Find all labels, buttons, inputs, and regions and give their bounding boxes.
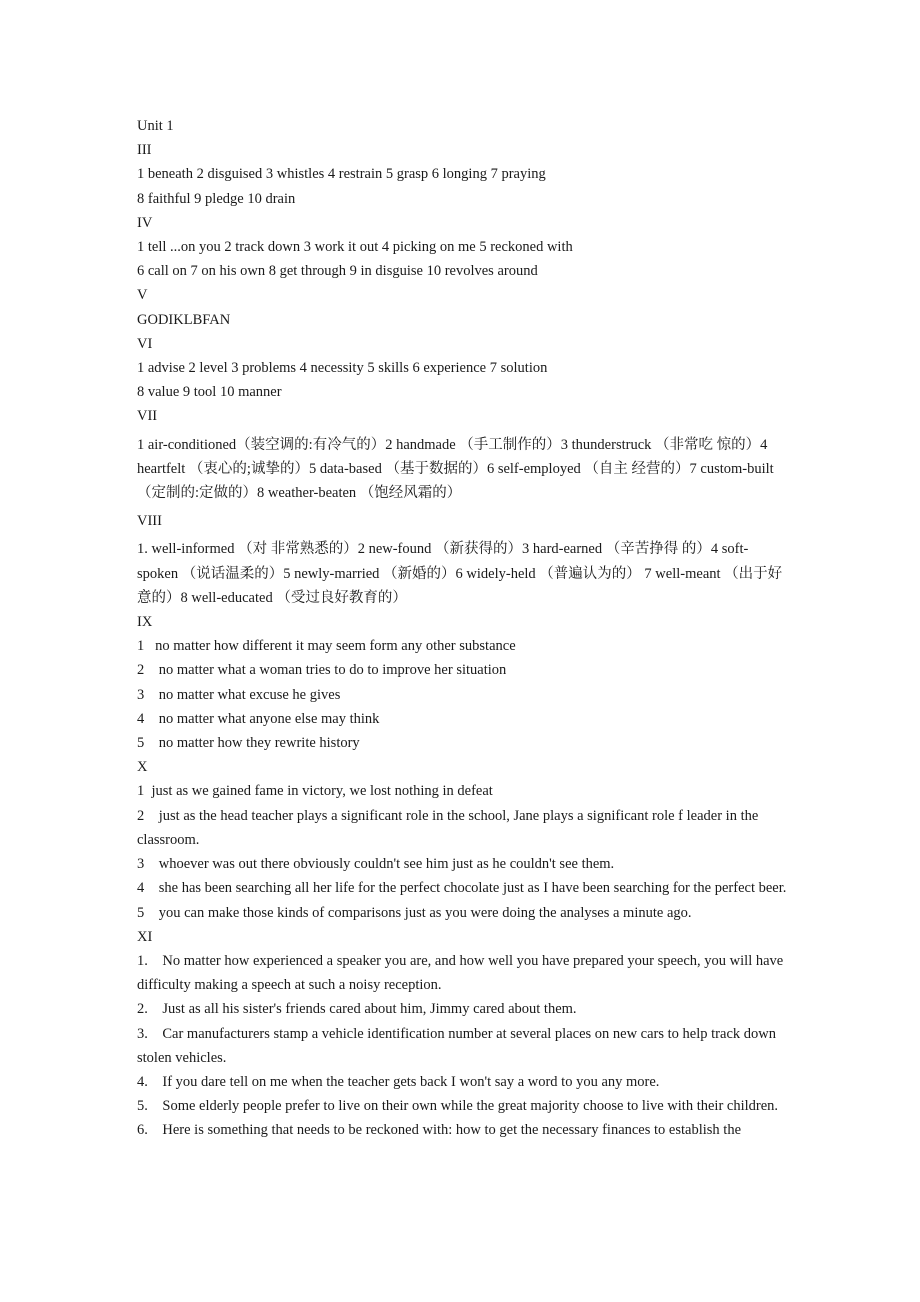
answer-line: 1 advise 2 level 3 problems 4 necessity 5 skills 6 experience 7 solution (137, 360, 548, 377)
section-heading-viii: VIII (137, 513, 162, 530)
answer-line: 1 tell ...on you 2 track down 3 work it out 4 picking on me 5 reckoned with (137, 239, 573, 256)
section-heading-iii: III (137, 142, 152, 159)
section-heading-vi: VI (137, 335, 153, 352)
answer-line: 8 value 9 tool 10 manner (137, 384, 282, 401)
answer-item: 6. Here is something that needs to be reckoned with: how to get the necessary finances to establish the (137, 1122, 742, 1139)
answer-item: 3 whoever was out there obviously couldn't see him just as he couldn't see them. (137, 856, 615, 873)
answer-item: 1. No matter how experienced a speaker you are, and how well you have prepared your speech, you will have difficulty making a speech at such a noisy reception. (137, 952, 787, 994)
answer-item: 2 no matter what a woman tries to do to improve her situation (137, 662, 507, 679)
answer-paragraph: 1 air-conditioned（装空调的:有冷气的）2 handmade （手工制作的）3 thunderstruck （非常吃 惊的）4 heartfelt （衷心的;诚挚的）5 data-based （基于数据的）6 self-employed （自主 经营的）7 custom-built （定制的:定做的）8 weather-beaten （饱经风霜的） (137, 436, 774, 502)
section-heading-v: V (137, 287, 148, 304)
answer-line: GODIKLBFAN (137, 311, 231, 328)
answer-item: 2. Just as all his sister's friends cared about him, Jimmy cared about them. (137, 1001, 577, 1018)
answer-item: 3 no matter what excuse he gives (137, 686, 341, 703)
answer-item: 2 just as the head teacher plays a significant role in the school, Jane plays a significant role f leader in the classroom. (137, 807, 762, 848)
answer-item: 3. Car manufacturers stamp a vehicle identification number at several places on new cars to help track down stolen vehicles. (137, 1025, 780, 1066)
answer-item: 4 she has been searching all her life for the perfect chocolate just as I have been searching for the perfect beer. (137, 880, 787, 897)
answer-paragraph: 1. well-informed （对 非常熟悉的）2 new-found （新获得的）3 hard-earned （辛苦挣得 的）4 soft-spoken （说话温柔的）5 newly-married （新婚的）6 widely-held （普遍认为的） 7 well-meant （出于好意的）8 well-educated （受过良好教育的） (137, 541, 783, 606)
answer-item: 1 just as we gained fame in victory, we lost nothing in defeat (137, 783, 493, 800)
answer-line: 8 faithful 9 pledge 10 drain (137, 190, 296, 207)
section-heading-xi: XI (137, 928, 153, 945)
section-heading-x: X (137, 759, 148, 776)
section-heading-vii: VII (137, 408, 158, 425)
unit-title: Unit 1 (137, 118, 174, 134)
answer-item: 1 no matter how different it may seem form any other substance (137, 638, 516, 655)
section-heading-ix: IX (137, 614, 153, 631)
answer-item: 5. Some elderly people prefer to live on their own while the great majority choose to live with their children. (137, 1098, 779, 1115)
section-heading-iv: IV (137, 214, 153, 231)
answer-item: 5 no matter how they rewrite history (137, 735, 360, 752)
answer-item: 4. If you dare tell on me when the teacher gets back I won't say a word to you any more. (137, 1073, 660, 1090)
document-page (137, 114, 787, 1143)
answer-item: 5 you can make those kinds of comparisons just as you were doing the analyses a minute ago. (137, 904, 692, 921)
answer-line: 1 beneath 2 disguised 3 whistles 4 restrain 5 grasp 6 longing 7 praying (137, 166, 546, 183)
answer-item: 4 no matter what anyone else may think (137, 710, 380, 727)
answer-line: 6 call on 7 on his own 8 get through 9 in disguise 10 revolves around (137, 263, 538, 280)
